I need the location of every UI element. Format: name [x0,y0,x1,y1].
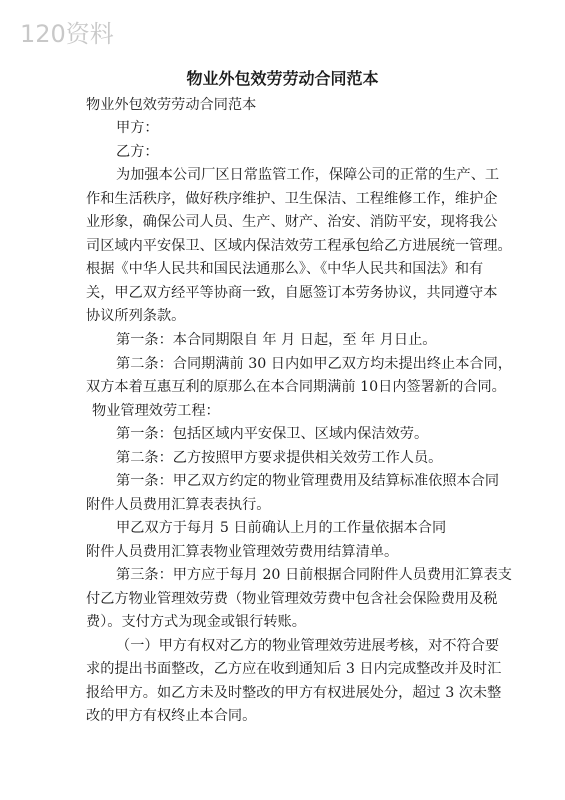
doc-line: 作和生活秩序，做好秩序维护、卫生保洁、工程维修工作，维护企 [86,191,498,207]
doc-line: 第二条：合同期满前 30 日内如甲乙双方均未提出终止本合同， [116,356,512,372]
doc-line: 乙方： [116,144,159,160]
doc-line: 附件人员费用汇算表物业管理效劳费用结算清单。 [86,544,399,560]
doc-line: 根据《中华人民共和国民法通那么》、《中华人民共和国法》和有 [86,261,484,277]
doc-line: 费）。支付方式为现金或银行转账。 [86,614,306,630]
doc-line: 物业管理效劳工程： [92,403,220,419]
doc-line: 甲乙双方于每月 5 日前确认上月的工作量依据本合同 [116,520,447,536]
doc-line: 物业外包效劳劳动合同范本 [86,97,257,113]
doc-line: 第一条：甲乙双方约定的物业管理费用及结算标准依照本合同 [116,473,500,489]
doc-line: （一）甲方有权对乙方的物业管理效劳进展考核，对不符合要 [116,638,500,654]
doc-line: 第三条：甲方应于每月 20 日前根据合同附件人员费用汇算表支 [116,567,512,583]
doc-line: 求的提出书面整改，乙方应在收到通知后 3 日内完成整改并及时汇 [86,661,502,677]
doc-line: 改的甲方有权终止本合同。 [86,708,257,724]
doc-line: 报给甲方。如乙方未及时整改的甲方有权进展处分，超过 3 次未整 [86,685,502,701]
doc-line: 为加强本公司厂区日常监管工作，保障公司的正常的生产、工 [116,167,500,183]
doc-line: 关，甲乙双方经平等协商一致，自愿签订本劳务协议，共同遵守本 [86,285,498,301]
doc-line: 第一条：本合同期限自 年 月 日起，至 年 月日止。 [116,332,437,348]
doc-line: 司区域内平安保卫、区域内保洁效劳工程承包给乙方进展统一管理。 [86,238,512,254]
document-title: 物业外包效劳劳动合同范本 [186,69,379,88]
doc-line: 甲方： [116,120,159,136]
doc-line: 双方本着互惠互利的原那么在本合同期满前 10日内签署新的合同。 [86,379,506,395]
doc-line: 业形象，确保公司人员、生产、财产、治安、消防平安，现将我公 [86,214,498,230]
doc-line: 附件人员费用汇算表表执行。 [86,497,271,513]
doc-line: 第二条：乙方按照甲方要求提供相关效劳工作人员。 [116,450,443,466]
watermark: 120资料 [20,20,114,48]
doc-line: 付乙方物业管理效劳费（物业管理效劳费中包含社会保险费用及税 [86,591,498,607]
doc-line: 第一条：包括区域内平安保卫、区域内保洁效劳。 [116,426,429,442]
doc-line: 协议所列条款。 [86,308,186,324]
